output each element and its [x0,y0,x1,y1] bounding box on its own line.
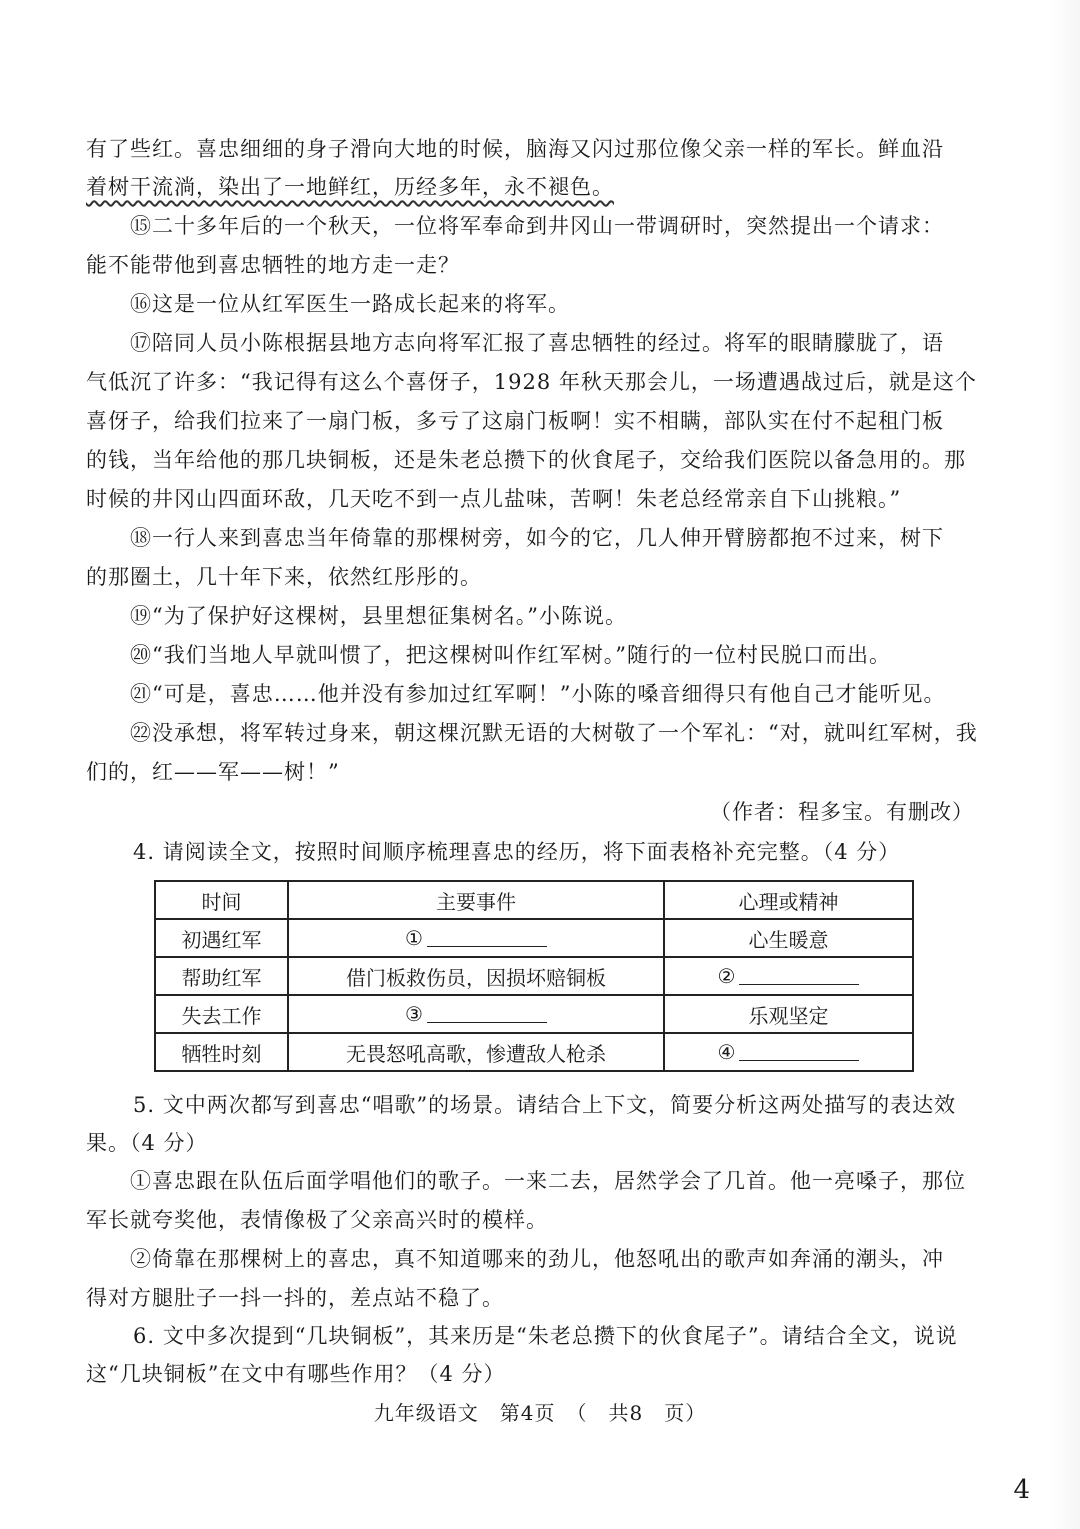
paragraph-line: 的那圈土，几十年下来，依然红彤彤的。 [86,565,482,589]
table-header-row [155,881,913,919]
source-attribution: （作者：程多宝。有删改） [710,800,974,824]
q5-excerpt-1-cont: 军长就夸奖他，表情像极了父亲高兴时的模样。 [86,1208,548,1232]
paragraph-line: 时候的井冈山四面环敌，几天吃不到一点儿盐味，苦啊！朱老总经常亲自下山挑粮。” [86,487,902,511]
paragraph-18: ⑱一行人来到喜忠当年倚靠的那棵树旁，如今的它，几人伸开臂膀都抱不过来，树下 [130,526,944,550]
cell-time: 牺牲时刻 [155,1033,288,1071]
header-event: 主要事件 [288,881,664,919]
cell-time: 失去工作 [155,995,288,1033]
answer-blank[interactable] [739,1040,859,1061]
table-row [155,995,913,1033]
paragraph-line: 有了些红。喜忠细细的身子滑向大地的时候，脑海又闪过那位像父亲一样的军长。鲜血沿 [86,137,944,161]
blank-number: ④ [717,1040,736,1064]
paragraph-line: 的钱，当年给他的那几块铜板，还是朱老总攒下的伙食尾子，交给我们医院以备急用的。那 [86,448,966,472]
cell-blank[interactable] [664,957,913,995]
q5-excerpt-2-cont: 得对方腿肚子一抖一抖的，差点站不稳了。 [86,1286,504,1310]
cell-event: 无畏怒吼高歌，惨遭敌人枪杀 [288,1033,664,1071]
experience-table [154,880,914,1072]
cell-blank[interactable] [664,1033,913,1071]
cell-blank[interactable] [288,919,664,957]
paragraph-line: 喜伢子，给我们拉来了一扇门板，多亏了这扇门板啊！实不相瞒，部队实在付不起租门板 [86,409,944,433]
answer-blank[interactable] [427,1002,547,1023]
paragraph-21: ㉑“可是，喜忠……他并没有参加过红军啊！”小陈的嗓音细得只有他自己才能听见。 [130,682,946,706]
paragraph-17: ⑰陪同人员小陈根据县地方志向将军汇报了喜忠牺牲的经过。将军的眼睛朦胧了，语 [130,331,944,355]
paragraph-line: 们的，红——军——树！” [86,760,340,784]
blank-number: ③ [405,1002,423,1026]
answer-blank[interactable] [739,964,859,985]
header-spirit: 心理或精神 [664,881,913,919]
q5-excerpt-2: ②倚靠在那棵树上的喜忠，真不知道哪来的劲儿，他怒吼出的歌声如奔涌的潮头，冲 [130,1247,944,1271]
question-6-prompt: 6. 文中多次提到“几块铜板”，其来历是“朱老总攒下的伙食尾子”。请结合全文，说说 [133,1324,958,1348]
paragraph-line: 气低沉了许多：“我记得有这么个喜伢子，1928 年秋天那会儿，一场遭遇战过后，就是这个 [86,370,977,394]
answer-blank[interactable] [427,926,547,947]
table-row [155,957,913,995]
cell-spirit: 心生暖意 [664,919,913,957]
question-5-prompt: 5. 文中两次都写到喜忠“唱歌”的场景。请结合上下文，简要分析这两处描写的表达效 [133,1093,957,1117]
cell-spirit: 乐观坚定 [664,995,913,1033]
question-5-prompt-cont: 果。（4 分） [86,1131,208,1155]
header-time: 时间 [155,881,288,919]
q5-excerpt-1: ①喜忠跟在队伍后面学唱他们的歌子。一来二去，居然学会了几首。他一亮嗓子，那位 [130,1169,966,1193]
cell-blank[interactable] [288,995,664,1033]
paragraph-line: 着树干流淌，染出了一地鲜红，历经多年，永不褪色。 [86,175,614,199]
question-4-prompt: 4. 请阅读全文，按照时间顺序梳理喜忠的经历，将下面表格补充完整。（4 分） [133,840,901,864]
paragraph-20: ⑳“我们当地人早就叫惯了，把这棵树叫作红军树。”随行的一位村民脱口而出。 [130,643,891,667]
table-row [155,1033,913,1071]
paragraph-22: ㉒没承想，将军转过身来，朝这棵沉默无语的大树敬了一个军礼：“对，就叫红军树，我 [130,721,978,745]
blank-number: ② [717,964,736,988]
question-6-prompt-cont: 这“几块铜板”在文中有哪些作用？（4 分） [86,1362,506,1386]
table-row [155,919,913,957]
cell-time: 初遇红军 [155,919,288,957]
cell-event: 借门板救伤员，因损坏赔铜板 [288,957,664,995]
paragraph-16: ⑯这是一位从红军医生一路成长起来的将军。 [130,292,570,316]
blank-number: ① [405,926,423,950]
page-number: 4 [1013,1475,1030,1505]
page-footer: 九年级语文 第4页 （ 共8 页） [373,1401,707,1425]
paragraph-line: 能不能带他到喜忠牺牲的地方走一走？ [86,253,460,277]
paragraph-15: ⑮二十多年后的一个秋天，一位将军奉命到井冈山一带调研时，突然提出一个请求： [130,214,944,238]
scan-shadow [1050,0,1080,1529]
cell-time: 帮助红军 [155,957,288,995]
paragraph-19: ⑲“为了保护好这棵树，县里想征集树名。”小陈说。 [130,604,627,628]
